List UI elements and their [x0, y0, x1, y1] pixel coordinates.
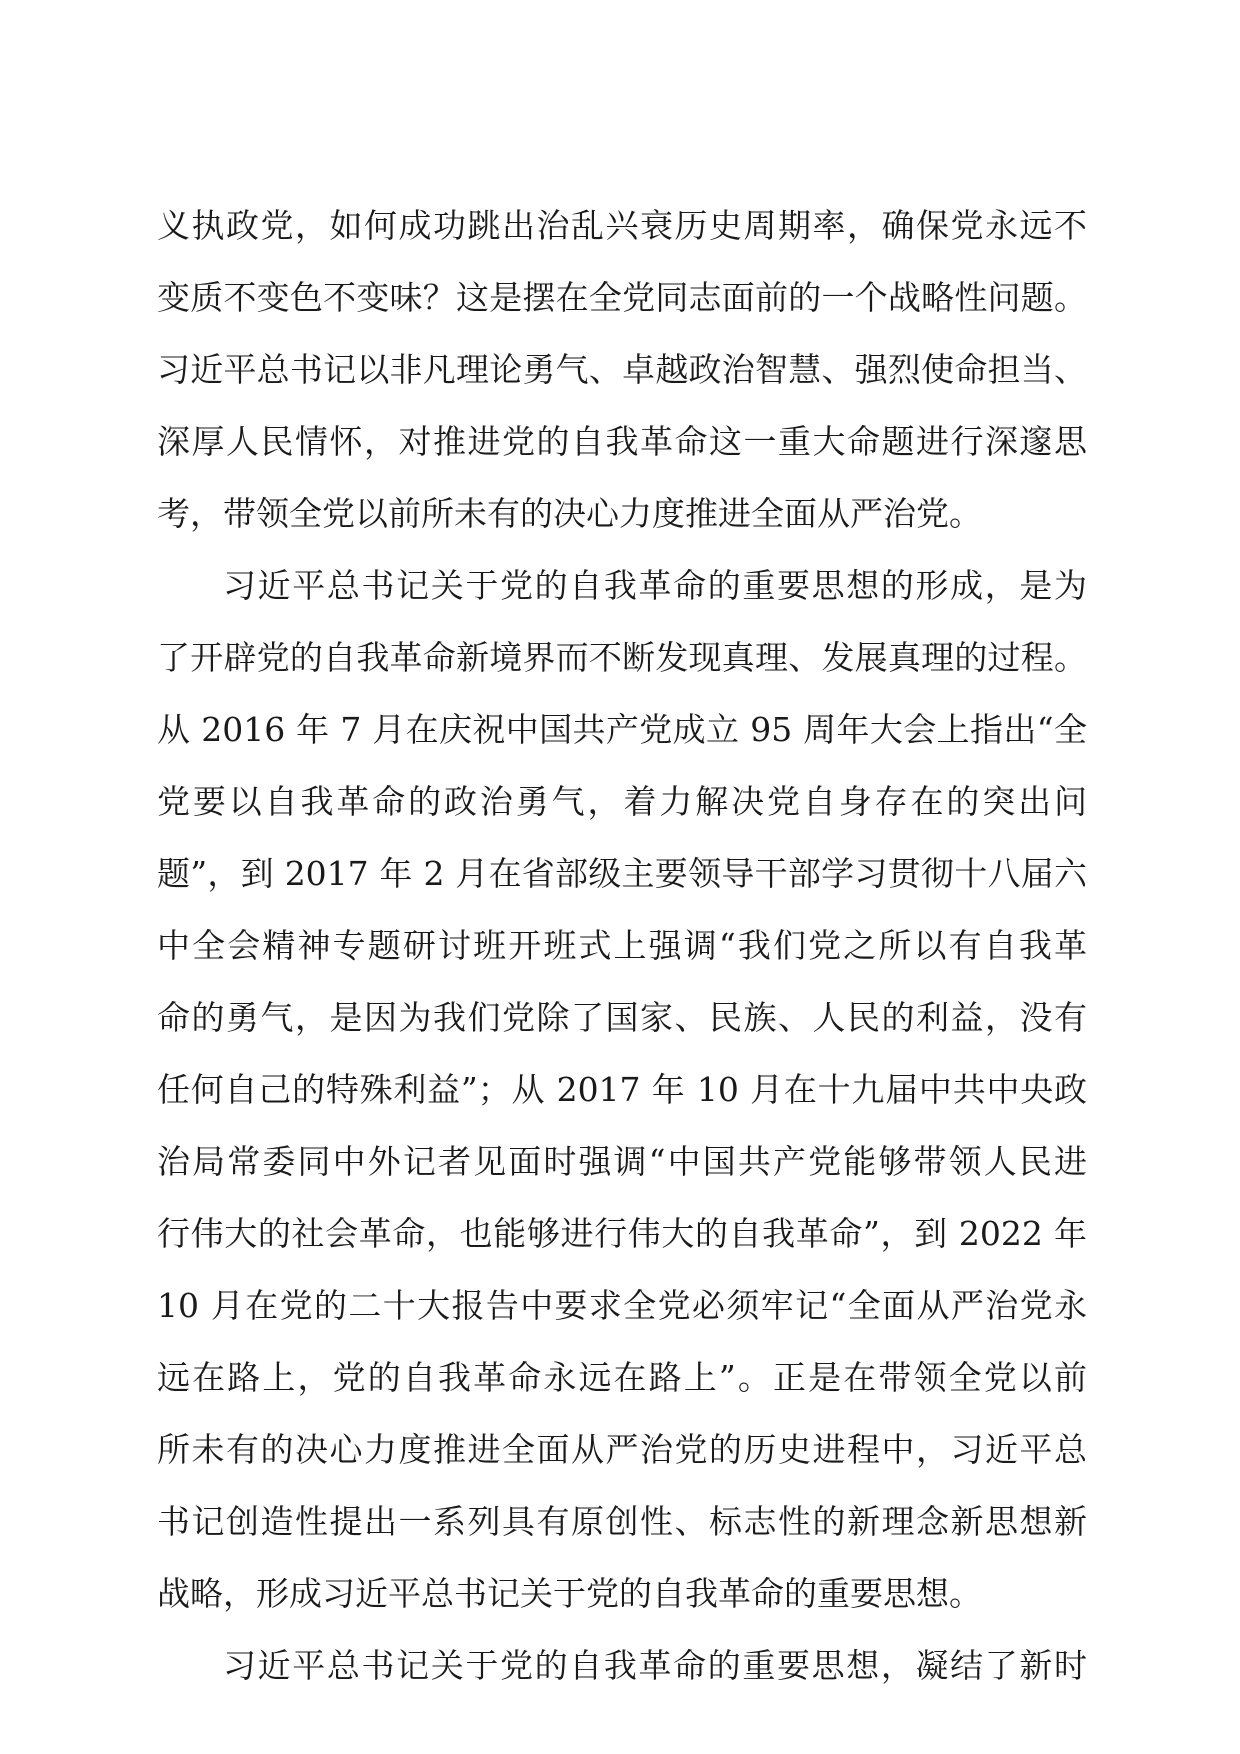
- text-line: 书记创造性提出一系列具有原创性、标志性的新理念新思想新: [157, 1502, 1087, 1541]
- paragraph-first-line: 习近平总书记关于党的自我革命的重要思想的形成，是为: [223, 566, 1087, 605]
- text-line: 10 月在党的二十大报告中要求全党必须牢记“全面从严治党永: [157, 1286, 1087, 1325]
- text-line: 远在路上，党的自我革命永远在路上”。正是在带领全党以前: [157, 1358, 1087, 1397]
- paragraph-first-line: 习近平总书记关于党的自我革命的重要思想，凝结了新时: [223, 1646, 1087, 1685]
- text-line: 习近平总书记以非凡理论勇气、卓越政治智慧、强烈使命担当、: [157, 350, 1087, 389]
- text-line: 所未有的决心力度推进全面从严治党的历史进程中，习近平总: [157, 1430, 1087, 1469]
- text-line: 题”，到 2017 年 2 月在省部级主要领导干部学习贯彻十八届六: [157, 854, 1087, 893]
- text-line: 行伟大的社会革命，也能够进行伟大的自我革命”，到 2022 年: [157, 1214, 1087, 1253]
- text-line: 考，带领全党以前所未有的决心力度推进全面从严治党。: [157, 494, 982, 533]
- text-line: 义执政党，如何成功跳出治乱兴衰历史周期率，确保党永远不: [157, 206, 1087, 245]
- text-line: 了开辟党的自我革命新境界而不断发现真理、发展真理的过程。: [157, 638, 1087, 677]
- text-line: 战略，形成习近平总书记关于党的自我革命的重要思想。: [157, 1574, 982, 1613]
- text-line: 党要以自我革命的政治勇气，着力解决党自身存在的突出问: [157, 782, 1087, 821]
- text-line: 命的勇气，是因为我们党除了国家、民族、人民的利益，没有: [157, 998, 1087, 1037]
- text-line: 从 2016 年 7 月在庆祝中国共产党成立 95 周年大会上指出“全: [157, 710, 1087, 749]
- body-text: [157, 190, 1087, 1702]
- text-line: 中全会精神专题研讨班开班式上强调“我们党之所以有自我革: [157, 926, 1087, 965]
- text-line: 治局常委同中外记者见面时强调“中国共产党能够带领人民进: [157, 1142, 1087, 1181]
- text-line: 深厚人民情怀，对推进党的自我革命这一重大命题进行深邃思: [157, 422, 1087, 461]
- text-line: 变质不变色不变味？这是摆在全党同志面前的一个战略性问题。: [157, 278, 1087, 317]
- text-line: 任何自己的特殊利益”；从 2017 年 10 月在十九届中共中央政: [157, 1070, 1087, 1109]
